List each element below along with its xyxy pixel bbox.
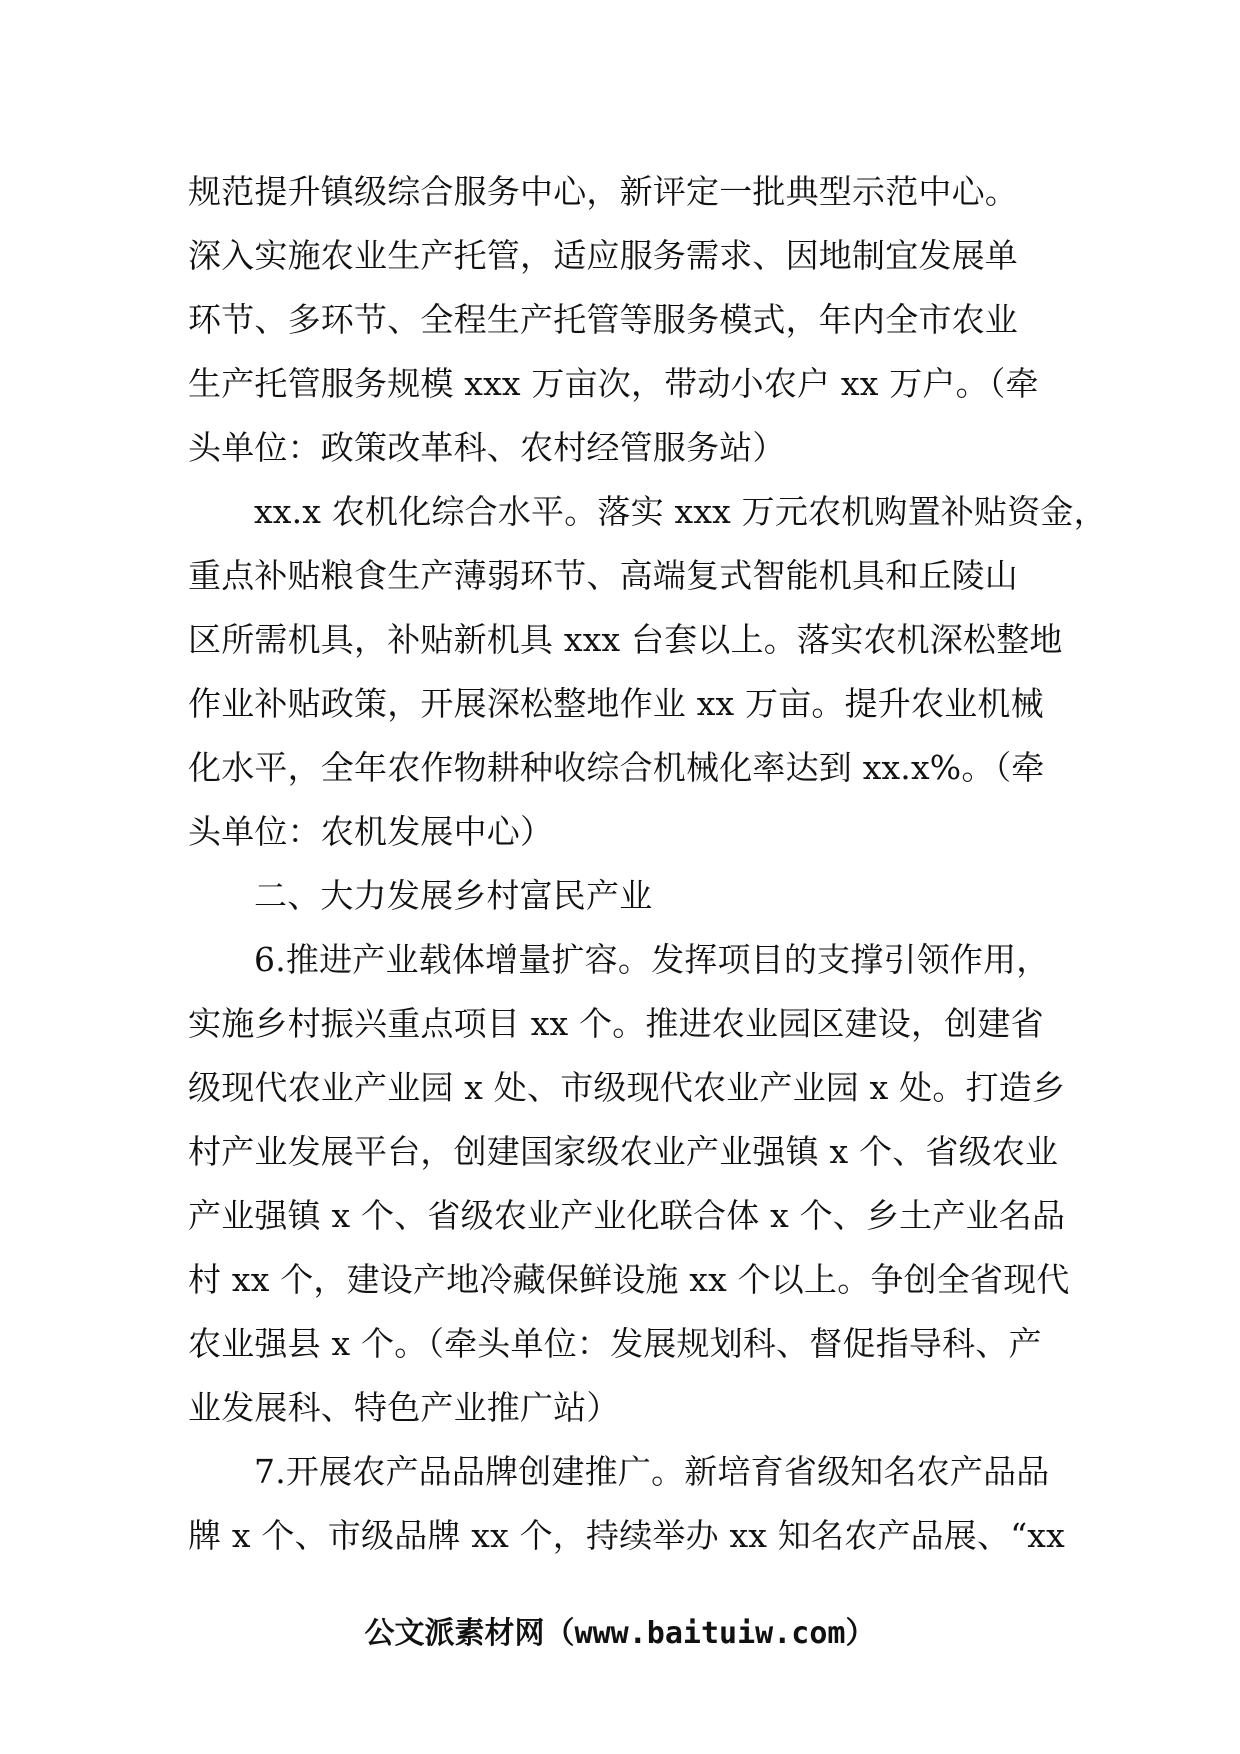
text-line: 作业补贴政策，开展深松整地作业 xx 万亩。提升农业机械 (188, 684, 1044, 723)
text-line: 产业强镇 x 个、省级农业产业化联合体 x 个、乡土产业名品 (188, 1196, 1066, 1235)
text-line: 级现代农业产业园 x 处、市级现代农业产业园 x 处。打造乡 (188, 1068, 1066, 1107)
text-line: 7.开展农产品品牌创建推广。新培育省级知名农产品品 (254, 1452, 1050, 1491)
text-line: 头单位：政策改革科、农村经管服务站） (188, 428, 786, 467)
text-line: 区所需机具，补贴新机具 xxx 台套以上。落实农机深松整地 (188, 620, 1063, 659)
footer-watermark: 公文派素材网（www.baituiw.com） (364, 1616, 876, 1651)
text-line: xx.x 农机化综合水平。落实 xxx 万元农机购置补贴资金， (254, 492, 1107, 531)
text-line: 牌 x 个、市级品牌 xx 个，持续举办 xx 知名农产品展、“xx (188, 1516, 1065, 1555)
text-line: 村产业发展平台，创建国家级农业产业强镇 x 个、省级农业 (188, 1132, 1059, 1171)
text-line: 实施乡村振兴重点项目 xx 个。推进农业园区建设，创建省 (188, 1004, 1044, 1043)
text-line: 农业强县 x 个。（牵头单位：发展规划科、督促指导科、产 (188, 1324, 1042, 1363)
text-line: 深入实施农业生产托管，适应服务需求、因地制宜发展单 (188, 236, 1018, 275)
text-line: 头单位：农机发展中心） (188, 812, 554, 851)
text-line: 生产托管服务规模 xxx 万亩次，带动小农户 xx 万户。（牵 (188, 364, 1039, 403)
text-line: 6.推进产业载体增量扩容。发挥项目的支撑引领作用， (254, 940, 1050, 979)
text-line: 化水平，全年农作物耕种收综合机械化率达到 xx.x%。（牵 (188, 748, 1045, 787)
document-body (188, 160, 1107, 1568)
text-line: 重点补贴粮食生产薄弱环节、高端复式智能机具和丘陵山 (188, 556, 1018, 595)
text-line: 规范提升镇级综合服务中心，新评定一批典型示范中心。 (188, 172, 1018, 211)
text-line: 环节、多环节、全程生产托管等服务模式，年内全市农业 (188, 300, 1018, 339)
text-line: 村 xx 个，建设产地冷藏保鲜设施 xx 个以上。争创全省现代 (188, 1260, 1070, 1299)
section-heading: 二、大力发展乡村富民产业 (254, 876, 653, 915)
text-line: 业发展科、特色产业推广站） (188, 1388, 620, 1427)
